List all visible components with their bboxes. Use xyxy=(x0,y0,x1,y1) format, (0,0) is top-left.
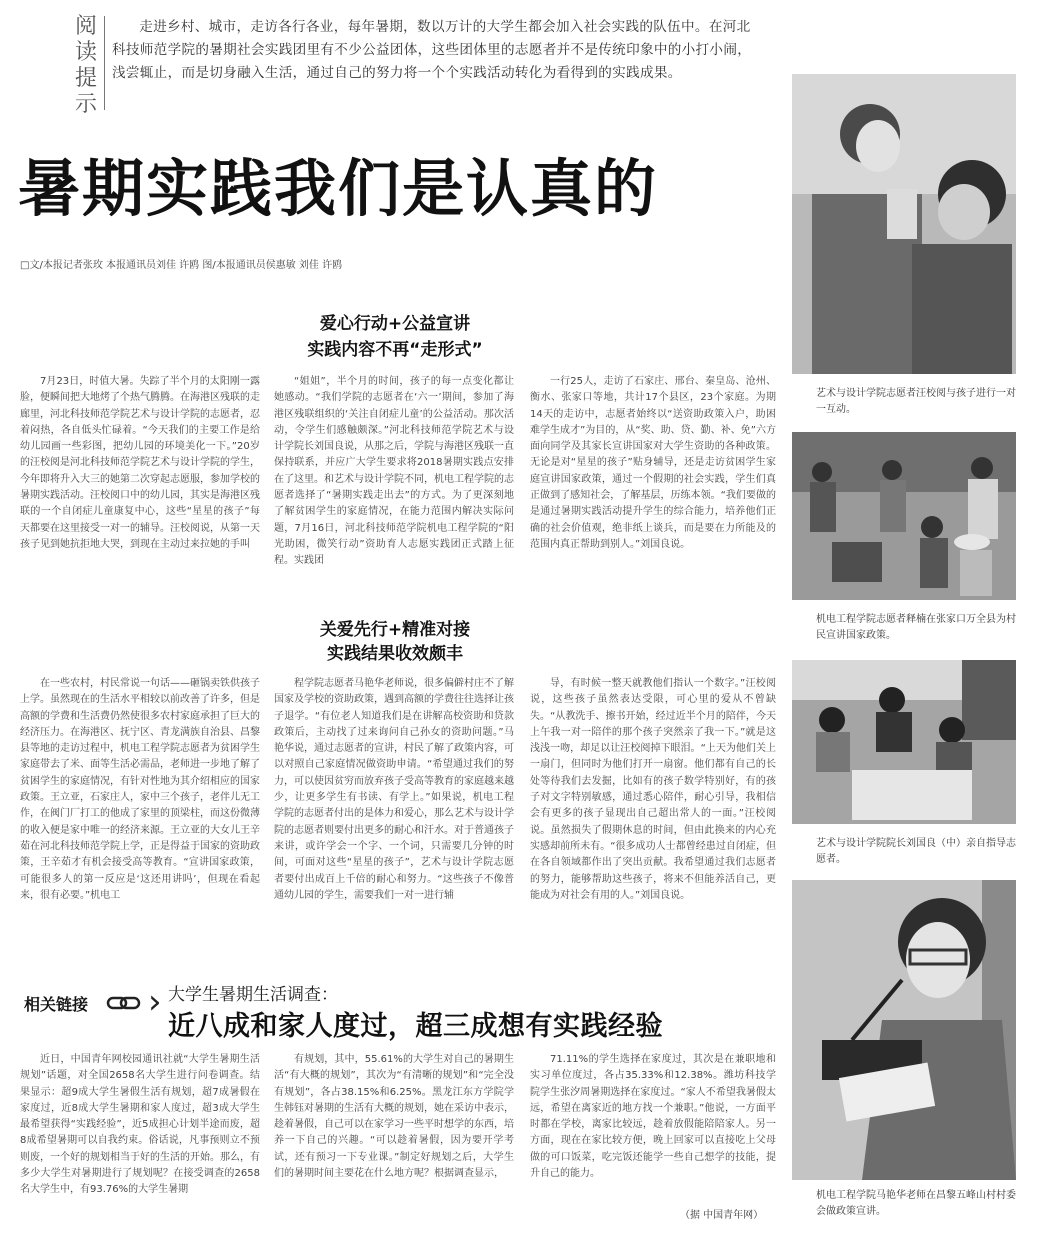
related-title: 近八成和家人度过，超三成想有实践经验 xyxy=(168,1011,663,1042)
section1-column-2: “姐姐”，半个月的时间，孩子的每一点变化都让她感动。“我们学院的志愿者在‘六一’期间，参加了海港区残联组织的‘关注自闭症儿童’的公益活动。那次活动，令学生们感触颇深。”河北科技师范学院艺术与设计学院长刘国良说，从那之后，学院与海港区残联一直保持联系，并应广大学生要求将2018暑期实践点安排在了这里。和艺术与设计学院不同，机电工程学院的志愿者选择了“暑期实践走出去”的方式。为了更深刻地了解贫困学生的家庭情况，在能力范围内解决实际问题，7月16日，河北科技师范学院机电工程学院的“阳光助困，微笑行动”资助育人志愿实践团正式踏上征程。实践团 xyxy=(274,376,514,567)
chevron-right-icon: › xyxy=(148,982,162,1022)
section1-subtitle-line2: 实践内容不再“走形式” xyxy=(307,340,483,360)
related-column-3: 71.11%的学生选择在家度过，其次是在兼职地和实习单位度过，各占35.33%和12.38%。潍坊科技学院学生张汐周暑期选择在家度过。“家人不希望我暑假太远，希望在离家近的地方找一个兼职。”他说，一方面平时都在学校，离家比较远，趁着放假能陪陪家人。另一方面，现在在家比较方便，晚上回家可以直接吃上父母做的可口饭菜，吃完饭还能学一些自己想学的技能，提升自己的能力。 xyxy=(530,1054,776,1180)
related-column-1: 近日，中国青年网校园通讯社就“大学生暑期生活规划”话题，对全国2658名大学生进行问卷调查。结果显示：超9成大学生暑假生活有规划，超7成暑假在家度过，近8成大学生暑期和家人度过，超3成大学生最希望获得“实践经验”，近5成担心计划半途而废，超8成希望暑期可以自我约束。俗话说，凡事预则立不预则废，一个好的规划相当于好的生活的开始。那么，有多少大学生对暑期进行了规划呢？在接受调查的2658名大学生中，有93.76%的大学生暑期 xyxy=(20,1054,260,1196)
related-link-tag: 相关链接 xyxy=(24,995,89,1014)
byline: □文/本报记者张玫 本报通讯员刘佳 许鸥 图/本报通讯员侯惠敏 刘佳 许鸥 xyxy=(20,260,343,271)
photo-4-caption: 机电工程学院马艳华老师在昌黎五峰山村村委会做政策宣讲。 xyxy=(816,1190,1016,1217)
section1-column-1: 7月23日，时值大暑。失踪了半个月的太阳刚一露脸，便瞬间把大地烤了个热气腾腾。在海港区残联的走廊里，河北科技师范学院艺术与设计学院的志愿者，忍着闷热，各自低头忙碌着。“今天我们的主要工作是给幼儿园画一些彩图，把幼儿园的环境美化一下。”20岁的汪校阅是河北科技师范学院艺术与设计学院的学生，今年即将升入大三的她第二次穿起志愿服，参加学校的暑期实践活动。汪校阅口中的幼儿园，其实是海港区残联的一个自闭症儿童康复中心，这些“星星的孩子”每天都要在这里接受一对一的辅导。汪校阅说，从第一天孩子见到她抗拒地大哭，到现在主动过来拉她的手叫 xyxy=(20,376,260,550)
photo-volunteer-child xyxy=(792,74,1016,374)
related-column-2: 有规划，其中，55.61%的大学生对自己的暑期生活“有大概的规划”，其次为“有清晰的规划”和“完全没有规划”，各占38.15%和6.25%。黑龙江东方学院学生韩钰对暑期的生活有大概的规划，她在采访中表示，趁着暑假，自己可以在家学习一些平时想学的东西，培养一下自己的兴趣。“可以趁着暑假，因为要开学考试，还有预习一下专业课。”制定好规划之后，大学生们的暑期时间主要花在什么地方呢？根据调查显示， xyxy=(274,1054,514,1180)
section1-subtitle-line1: 爱心行动+公益宣讲 xyxy=(319,314,471,334)
article-headline: 暑期实践我们是认真的 xyxy=(18,152,659,225)
source-credit: （据 中国青年网） xyxy=(680,1210,764,1221)
related-kicker: 大学生暑期生活调查： xyxy=(168,985,338,1005)
photo-villagers-briefing xyxy=(792,432,1016,600)
photo-teacher-speaking xyxy=(792,880,1016,1180)
lead-divider xyxy=(104,16,105,110)
lead-paragraph: 走进乡村、城市，走访各行各业，每年暑期，数以万计的大学生都会加入社会实践的队伍中。在河北科技师范学院的暑期社会实践团里有不少公益团体，这些团体里的志愿者并不是传统印象中的小打小闹，浅尝辄止，而是切身融入生活，通过自己的努力将一个个实践活动转化为看得到的实践成果。 xyxy=(112,19,752,81)
section2-column-2: 程学院志愿者马艳华老师说，很多偏僻村庄不了解国家及学校的资助政策，遇到高额的学费往往选择让孩子退学。“有位老人知道我们是在讲解高校资助和贷款政策后，主动找了过来询问自己孙女的资助问题。”马艳华说，通过志愿者的宣讲，村民了解了政策内容，可以对照自己家庭情况做资助申请。“希望通过我们的努力，可以使因贫穷而放弃孩子受高等教育的家庭越来越少，让更多学生有书读、有学上。”如果说，机电工程学院的志愿者付出的是体力和爱心，那么艺术与设计学院的志愿者则要付出更多的耐心和汗水。对于普通孩子来讲，或许学会一个字、一个词，只需要几分钟的时间，可面对这些“星星的孩子”，艺术与设计学院志愿者要付出成百上千倍的耐心和努力。“这些孩子不像普通幼儿园的学生，需要我们一对一进行辅 xyxy=(274,678,514,901)
chain-link-icon xyxy=(106,994,142,1012)
photo-1-caption: 艺术与设计学院志愿者汪校阅与孩子进行一对一互动。 xyxy=(816,388,1016,415)
photo-dean-guidance xyxy=(792,660,1016,824)
section1-column-3: 一行25人，走访了石家庄、邢台、秦皇岛、沧州、衡水、张家口等地，共计17个县区，23个家庭。为期14天的走访中，志愿者始终以“送资助政策入户，助困难学生成才”为目的，从“奖、助、贷、勤、补、免”六方面向同学及其家长宣讲国家对大学生资助的各种政策。无论是对“星星的孩子”贴身辅导，还是走访贫困学生家庭宣讲国家政策，通过一个假期的社会实践，学生们真正做到了感知社会，了解基层，历练本领。“我们要做的是通过暑期实践活动提升学生的综合能力，培养他们正确的社会价值观，绝非纸上谈兵，而是要在力所能及的范围内真正帮助到别人。”刘国良说。 xyxy=(530,376,776,550)
section2-column-3: 导，有时候一整天就教他们指认一个数字。”汪校阅说，这些孩子虽然表达受限，可心里的爱从不曾缺失。“从教洗手、擦书开始，经过近半个月的陪伴，今天上午我一对一陪伴的那个孩子突然亲了我一下。”就是这浅浅一吻，却足以让汪校阅掉下眼泪。“上天为他们关上一扇门，但同时为他们打开一扇窗。他们都有自己的长处等待我们去发掘，比如有的孩子数学特别好，有的孩子对文字特别敏感，通过悉心陪伴，耐心引导，我相信会有更多的孩子显现出自己超出常人的一面。”汪校阅说。虽然损失了假期休息的时间，但由此换来的内心充实感却前所未有。“很多成功人士都曾经患过自闭症，但在各自领域都作出了突出贡献。我希望通过我们志愿者的努力，能够帮助这些孩子，将来不但能养活自己，更能成为对社会有用的人。”刘国良说。 xyxy=(530,678,776,901)
photo-2-caption: 机电工程学院志愿者释楠在张家口万全县为村民宣讲国家政策。 xyxy=(816,614,1016,641)
reading-tips-label: 阅读提示 xyxy=(74,14,97,117)
section2-column-1: 在一些农村，村民常说一句话——砸锅卖铁供孩子上学。虽然现在的生活水平相较以前改善了许多，但是高额的学费和生活费仍然使很多农村家庭承担了巨大的经济压力。在海港区、抚宁区、青龙满族自治县、昌黎县等地的走访过程中，机电工程学院志愿者为贫困学生家庭带去了米、面等生活必需品，老师进一步地了解了贫困学生的家庭情况，有针对性地为其介绍相应的国家政策。王立亚，石家庄人，家中三个孩子，老伴儿无工作，在阀门厂打工的他成了家里的顶梁柱，而这份微薄的收入便是家中唯一的经济来源。王立亚的大女儿王辛茹在河北科技师范学院上学，正是得益于国家的资助政策，王辛茹才有机会接受高等教育。“宣讲国家政策，可能很多人的第一反应是‘这还用讲吗’，但现在看起来，很有必要。”机电工 xyxy=(20,678,260,901)
photo-3-caption: 艺术与设计学院院长刘国良（中）亲自指导志愿者。 xyxy=(816,838,1016,865)
section2-subtitle-line1: 关爱先行+精准对接 xyxy=(319,620,471,640)
section2-subtitle-line2: 实践结果收效颇丰 xyxy=(327,644,463,664)
